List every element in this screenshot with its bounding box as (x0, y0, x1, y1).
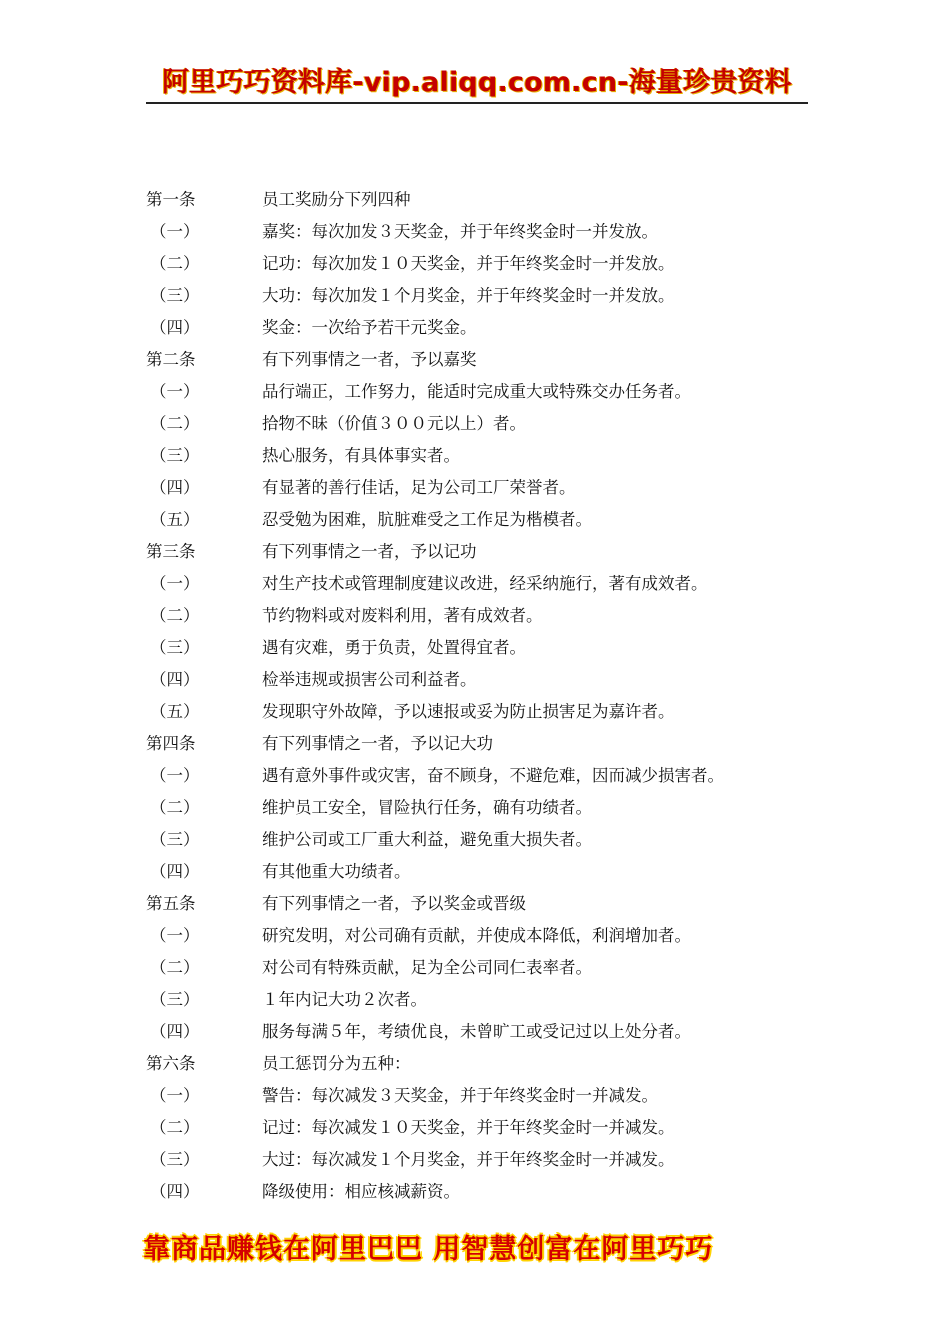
item-text: 遇有灾难，勇于负责，处置得宜者。 (262, 638, 526, 657)
item-number: （三） (150, 446, 200, 465)
article-heading: 员工惩罚分为五种： (262, 1054, 411, 1073)
item-row (0, 504, 950, 536)
item-text: 研究发明，对公司确有贡献，并使成本降低，利润增加者。 (262, 926, 691, 945)
document-body (0, 184, 950, 1208)
item-text: 检举违规或损害公司利益者。 (262, 670, 477, 689)
item-text: 大功：每次加发１个月奖金，并于年终奖金时一并发放。 (262, 286, 675, 305)
item-text: 嘉奖：每次加发３天奖金，并于年终奖金时一并发放。 (262, 222, 658, 241)
item-text: 记功：每次加发１０天奖金，并于年终奖金时一并发放。 (262, 254, 675, 273)
item-number: （五） (150, 510, 200, 529)
item-row (0, 376, 950, 408)
item-text: 节约物料或对废料利用，著有成效者。 (262, 606, 543, 625)
article-heading: 有下列事情之一者，予以记功 (262, 542, 477, 561)
item-number: （四） (150, 1022, 200, 1041)
header-banner (146, 58, 808, 104)
item-number: （二） (150, 1118, 200, 1137)
item-row (0, 280, 950, 312)
item-number: （三） (150, 1150, 200, 1169)
item-row (0, 824, 950, 856)
item-row (0, 248, 950, 280)
article-heading: 有下列事情之一者，予以嘉奖 (262, 350, 477, 369)
item-number: （二） (150, 414, 200, 433)
item-row (0, 600, 950, 632)
item-row (0, 984, 950, 1016)
item-number: （三） (150, 286, 200, 305)
item-text: 对公司有特殊贡献，足为全公司同仁表率者。 (262, 958, 592, 977)
item-number: （一） (150, 222, 200, 241)
item-text: 警告：每次减发３天奖金，并于年终奖金时一并减发。 (262, 1086, 658, 1105)
item-row (0, 952, 950, 984)
item-row (0, 760, 950, 792)
article-number: 第四条 (146, 734, 196, 753)
item-text: 忍受勉为困难，肮脏难受之工作足为楷模者。 (262, 510, 592, 529)
article-heading: 有下列事情之一者，予以奖金或晋级 (262, 894, 526, 913)
item-row (0, 408, 950, 440)
item-text: 维护员工安全，冒险执行任务，确有功绩者。 (262, 798, 592, 817)
item-text: 热心服务，有具体事实者。 (262, 446, 460, 465)
item-number: （三） (150, 830, 200, 849)
item-text: 服务每满５年，考绩优良，未曾旷工或受记过以上处分者。 (262, 1022, 691, 1041)
article-heading: 员工奖励分下列四种 (262, 190, 411, 209)
article-row (0, 536, 950, 568)
article-row (0, 728, 950, 760)
item-text: 对生产技术或管理制度建议改进，经采纳施行，著有成效者。 (262, 574, 708, 593)
item-number: （二） (150, 798, 200, 817)
article-row (0, 888, 950, 920)
item-row (0, 1112, 950, 1144)
item-row (0, 696, 950, 728)
item-row (0, 632, 950, 664)
item-row (0, 1176, 950, 1208)
item-number: （一） (150, 382, 200, 401)
item-row (0, 1080, 950, 1112)
item-number: （一） (150, 574, 200, 593)
item-row (0, 312, 950, 344)
item-text: 奖金：一次给予若干元奖金。 (262, 318, 477, 337)
item-text: 记过：每次减发１０天奖金，并于年终奖金时一并减发。 (262, 1118, 675, 1137)
item-number: （三） (150, 638, 200, 657)
item-row (0, 856, 950, 888)
item-text: 大过：每次减发１个月奖金，并于年终奖金时一并减发。 (262, 1150, 675, 1169)
article-number: 第五条 (146, 894, 196, 913)
item-row (0, 1016, 950, 1048)
item-number: （二） (150, 606, 200, 625)
item-text: 维护公司或工厂重大利益，避免重大损失者。 (262, 830, 592, 849)
item-row (0, 472, 950, 504)
item-number: （一） (150, 926, 200, 945)
item-number: （一） (150, 1086, 200, 1105)
item-row (0, 568, 950, 600)
item-number: （四） (150, 670, 200, 689)
article-heading: 有下列事情之一者，予以记大功 (262, 734, 493, 753)
item-row (0, 216, 950, 248)
item-text: １年内记大功２次者。 (262, 990, 427, 1009)
item-row (0, 920, 950, 952)
item-number: （三） (150, 990, 200, 1009)
article-number: 第三条 (146, 542, 196, 561)
item-number: （四） (150, 318, 200, 337)
article-number: 第二条 (146, 350, 196, 369)
item-text: 有显著的善行佳话，足为公司工厂荣誉者。 (262, 478, 576, 497)
item-row (0, 664, 950, 696)
item-number: （二） (150, 254, 200, 273)
article-number: 第六条 (146, 1054, 196, 1073)
item-number: （四） (150, 862, 200, 881)
article-row (0, 184, 950, 216)
item-number: （五） (150, 702, 200, 721)
footer-banner: 靠商品赚钱在阿里巴巴 用智慧创富在阿里巧巧 (143, 1234, 714, 1265)
item-text: 发现职守外故障，予以速报或妥为防止损害足为嘉许者。 (262, 702, 675, 721)
item-number: （一） (150, 766, 200, 785)
item-number: （四） (150, 1182, 200, 1201)
item-text: 降级使用：相应核减薪资。 (262, 1182, 460, 1201)
item-number: （四） (150, 478, 200, 497)
item-number: （二） (150, 958, 200, 977)
item-text: 拾物不昧（价值３００元以上）者。 (262, 414, 526, 433)
article-row (0, 344, 950, 376)
article-number: 第一条 (146, 190, 196, 209)
item-text: 品行端正，工作努力，能适时完成重大或特殊交办任务者。 (262, 382, 691, 401)
article-row (0, 1048, 950, 1080)
item-row (0, 1144, 950, 1176)
header-banner-text: 阿里巧巧资料库-vip.aliqq.com.cn-海量珍贵资料 (162, 67, 792, 98)
item-row (0, 440, 950, 472)
item-text: 有其他重大功绩者。 (262, 862, 411, 881)
item-row (0, 792, 950, 824)
item-text: 遇有意外事件或灾害，奋不顾身，不避危难，因而减少损害者。 (262, 766, 724, 785)
